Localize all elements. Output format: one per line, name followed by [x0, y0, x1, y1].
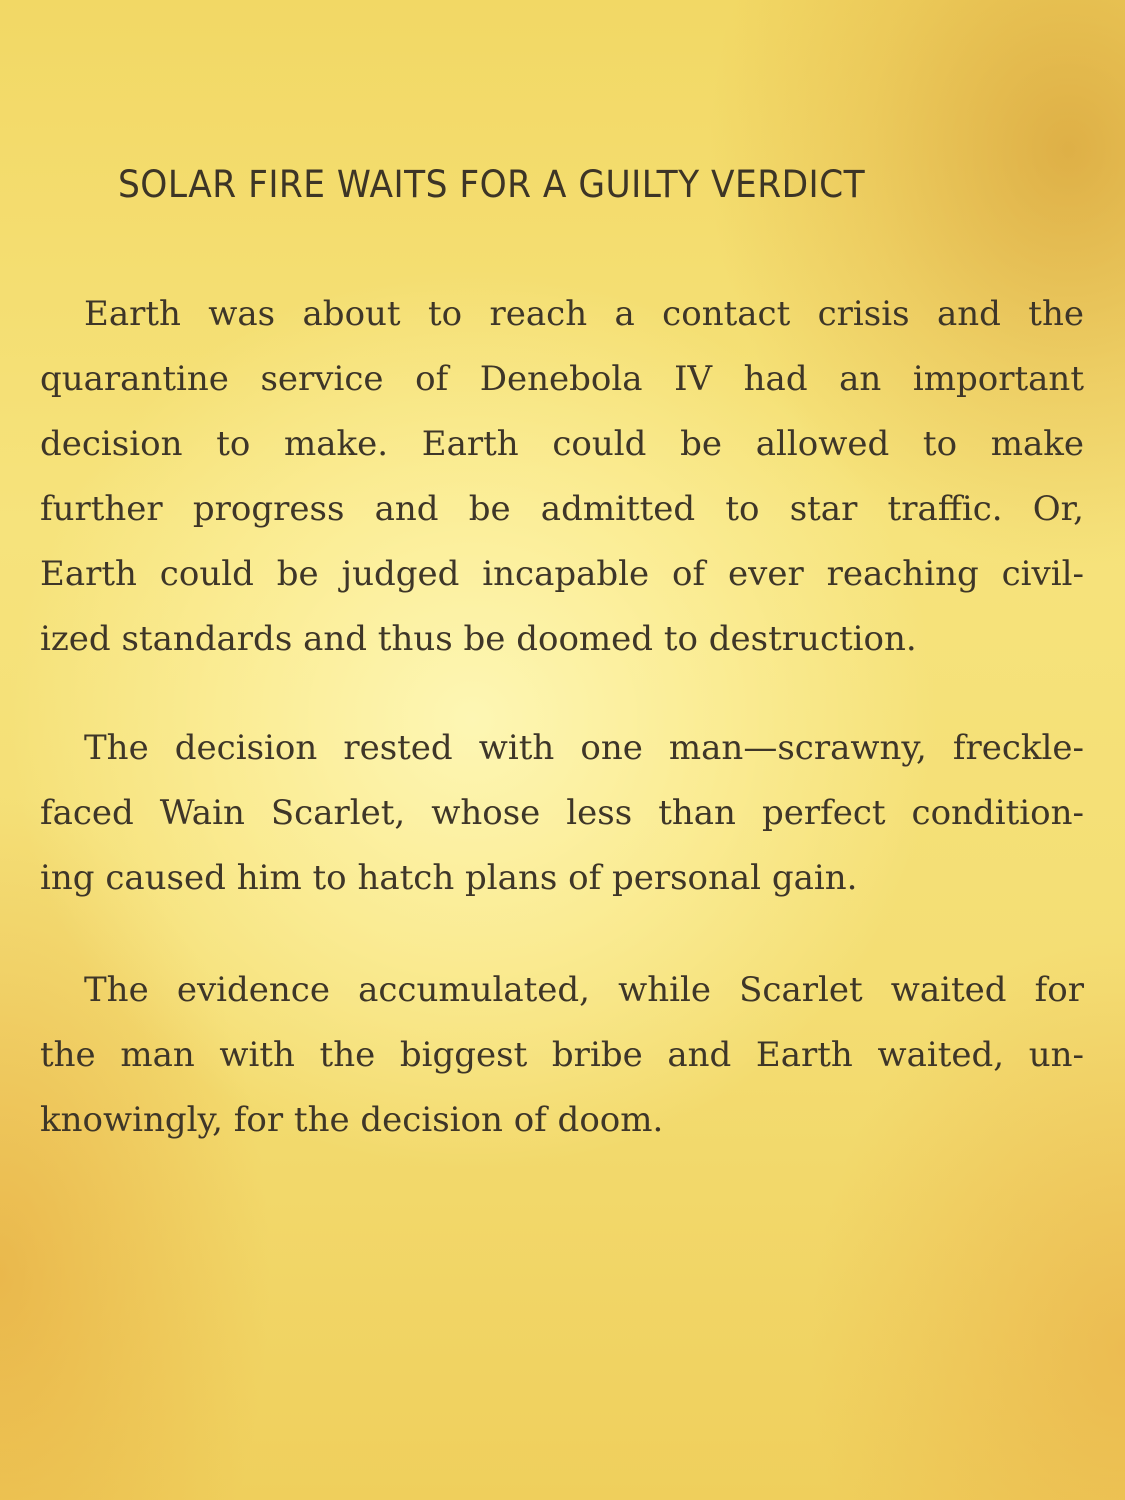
- paragraph-line: further progress and be admitted to star traffic. Or,: [40, 489, 1084, 529]
- paragraph-line: quarantine service of Denebola IV had an important: [40, 359, 1084, 399]
- page-heading: SOLAR FIRE WAITS FOR A GUILTY VERDICT: [118, 163, 866, 206]
- paragraph-line: The decision rested with one man—scrawny, freckle-: [84, 728, 1084, 768]
- paragraph-1: [40, 282, 1084, 672]
- paragraph-line: Earth was about to reach a contact crisis and the: [84, 294, 1084, 334]
- paragraph-line: knowingly, for the decision of doom.: [40, 1100, 664, 1140]
- paragraph-3: [40, 958, 1084, 1153]
- paragraph-line: Earth could be judged incapable of ever reaching civil-: [40, 554, 1084, 594]
- paragraph-line: decision to make. Earth could be allowed to make: [40, 424, 1084, 464]
- paragraph-2: [40, 716, 1084, 911]
- paragraph-line: the man with the biggest bribe and Earth waited, un-: [40, 1035, 1084, 1075]
- paragraph-line: ized standards and thus be doomed to destruction.: [40, 619, 917, 659]
- paragraph-line: The evidence accumulated, while Scarlet waited for: [84, 970, 1084, 1010]
- paragraph-line: faced Wain Scarlet, whose less than perfect condition-: [40, 793, 1084, 833]
- paragraph-line: ing caused him to hatch plans of personal gain.: [40, 858, 858, 898]
